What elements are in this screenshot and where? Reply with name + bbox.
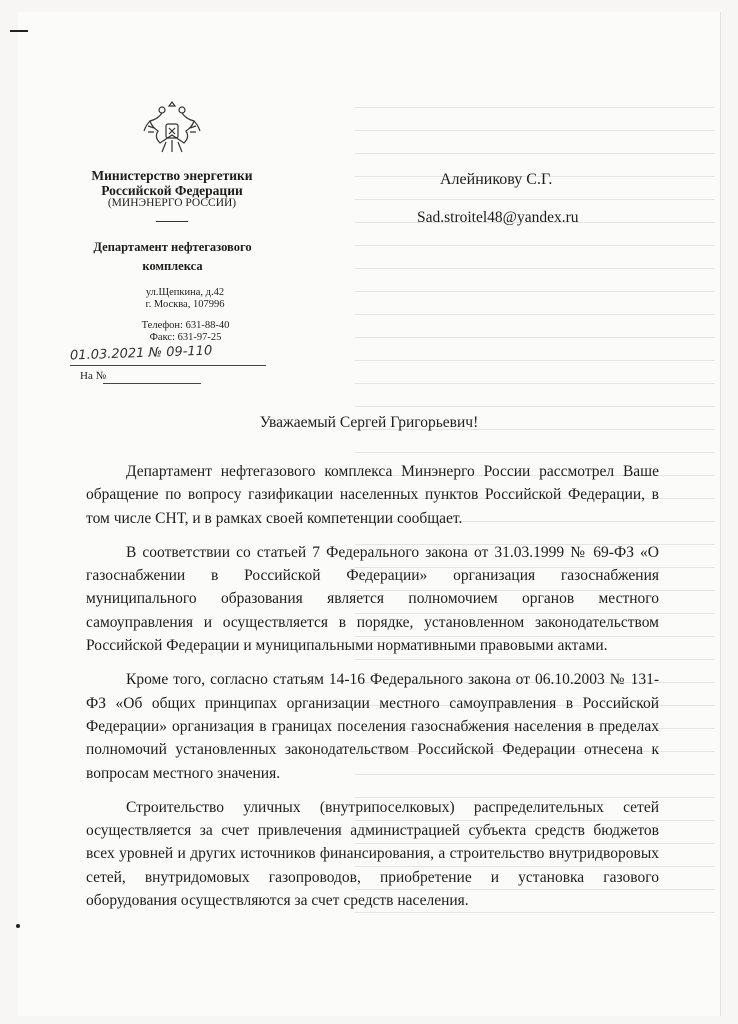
department-name-line2: комплекса <box>142 259 203 273</box>
body-paragraph: Строительство уличных (внутрипоселковых) распределительных сетей осуществляется за счет привлечения администрацией субъекта средств бюджетов всех уровней и других источников финансирования, а строительство внутридворовых сетей, внутридомовых газопроводов, приобретение и установка газового оборудования осуществляются за счет средств населения. <box>86 798 659 910</box>
coat-of-arms-icon <box>140 96 204 158</box>
ministry-name-line1: Министерство энергетики <box>91 168 253 183</box>
corner-mark <box>10 30 28 32</box>
letter-body <box>86 460 659 923</box>
address-street: ул.Щепкина, д.42 <box>145 287 225 298</box>
registration-underline <box>70 365 266 366</box>
ministry-abbreviation: (МИНЭНЕРГО РОССИИ) <box>107 197 237 209</box>
department-name-line1: Департамент нефтегазового <box>93 240 252 254</box>
registration-number: 01.03.2021 № 09-110 <box>69 343 213 364</box>
registration-line <box>69 343 270 366</box>
reference-label: На № <box>80 370 107 382</box>
greeting: Уважаемый Сергей Григорьевич! <box>259 414 479 431</box>
body-paragraph: Кроме того, согласно статьям 14-16 Федерального закона от 06.10.2003 № 131-ФЗ «Об общих принципах организации местного самоуправления в Российской Федерации» организация в границах поселения газоснабжения населения в пределах полномочий установленных законодательством Российской Федерации отнесена к вопросам местного значения. <box>86 671 659 782</box>
ministry-name-line2: Российской Федерации <box>101 183 243 198</box>
ministry-name <box>40 168 304 198</box>
reference-underline <box>103 383 201 384</box>
address-city: г. Москва, 107996 <box>145 299 225 310</box>
address <box>120 287 250 311</box>
recipient-name: Алейникову С.Г. <box>440 171 553 188</box>
body-paragraph: Департамент нефтегазового комплекса Минэнерго России рассмотрел Ваше обращение по вопросу газификации населенных пунктов Российской Федерации, в том числе СНТ, и в рамках своей компетенции сообщает. <box>86 463 659 527</box>
body-paragraph: В соответствии со статьей 7 Федерального закона от 31.03.1999 № 69-ФЗ «О газоснабжении в Российской Федерации» организация газоснабжения муниципального образования является полномочием органов местного самоуправления и осуществляется в порядке, установленном законодательством Российской Федерации и муниципальными нормативными правовыми актами. <box>86 543 659 655</box>
letterhead-divider <box>156 221 188 222</box>
fax-number: Факс: 631-97-25 <box>149 332 222 343</box>
contacts <box>118 320 253 344</box>
recipient-email: Sad.stroitel48@yandex.ru <box>417 209 579 226</box>
punch-dot <box>16 924 20 928</box>
phone-number: Телефон: 631-88-40 <box>141 320 230 331</box>
department-name <box>50 238 295 276</box>
